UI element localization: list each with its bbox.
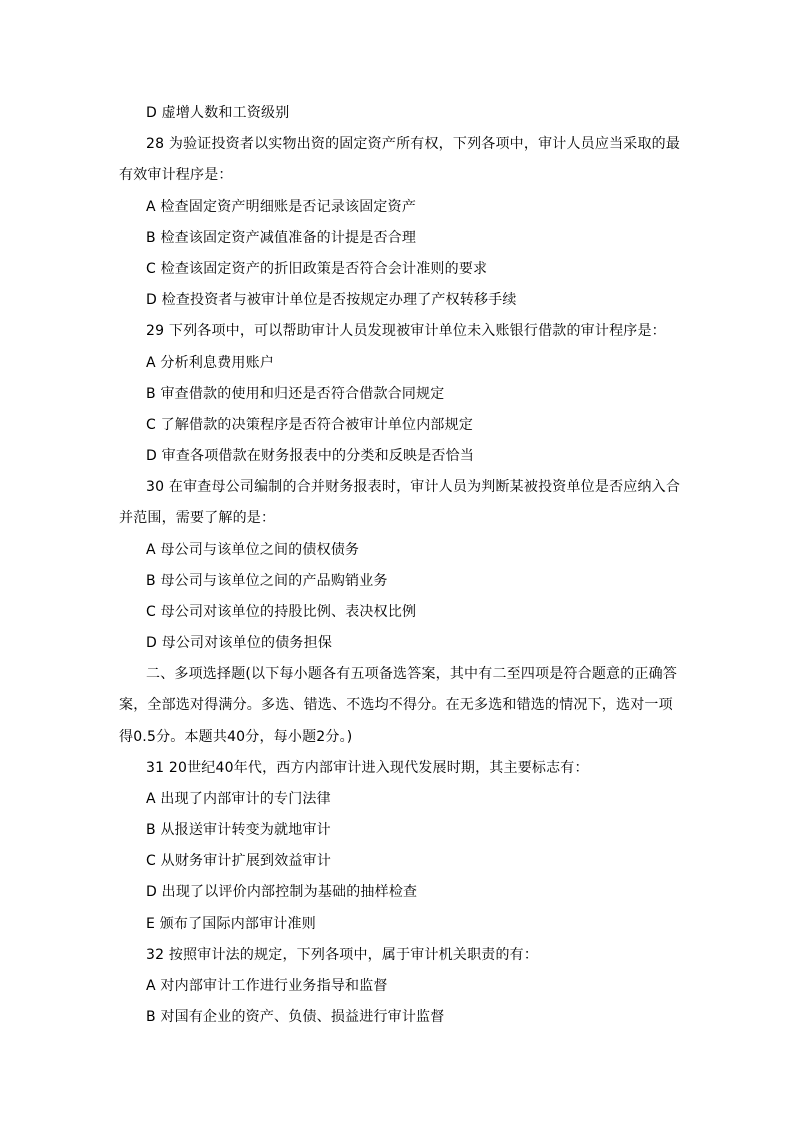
- section-2-instructions: 案，全部选对得满分。多选、错选、不选均不得分。在无多选和错选的情况下，选对一项: [119, 697, 673, 713]
- option-b-q31: B 从报送审计转变为就地审计: [146, 822, 331, 838]
- question-28-continued: 有效审计程序是：: [119, 167, 233, 183]
- option-d-q28: D 检查投资者与被审计单位是否按规定办理了产权转移手续: [146, 292, 517, 308]
- option-c-q31: C 从财务审计扩展到效益审计: [146, 853, 332, 869]
- option-b-q32: B 对国有企业的资产、负债、损益进行审计监督: [146, 1009, 445, 1025]
- option-d-q29: D 审查各项借款在财务报表中的分类和反映是否恰当: [146, 448, 475, 464]
- option-d-q27: D 虚增人数和工资级别: [146, 105, 290, 121]
- question-32: 32 按照审计法的规定，下列各项中，属于审计机关职责的有：: [146, 947, 539, 963]
- option-b-q30: B 母公司与该单位之间的产品购销业务: [146, 573, 388, 589]
- option-b-q28: B 检查该固定资产减值准备的计提是否合理: [146, 230, 417, 246]
- option-a-q28: A 检查固定资产明细账是否记录该固定资产: [146, 199, 417, 215]
- option-a-q30: A 母公司与该单位之间的债权债务: [146, 542, 360, 558]
- question-30: 30 在审查母公司编制的合并财务报表时，审计人员为判断某被投资单位是否应纳入合: [146, 479, 681, 495]
- section-2-heading: 二、多项选择题(以下每小题各有五项备选答案，其中有二至四项是符合题意的正确答: [146, 666, 678, 682]
- option-d-q31: D 出现了以评价内部控制为基础的抽样检查: [146, 884, 418, 900]
- option-d-q30: D 母公司对该单位的债务担保: [146, 635, 333, 651]
- option-c-q28: C 检查该固定资产的折旧政策是否符合会计准则的要求: [146, 261, 488, 277]
- question-30-continued: 并范围，需要了解的是：: [119, 510, 276, 526]
- option-c-q30: C 母公司对该单位的持股比例、表决权比例: [146, 604, 417, 620]
- option-a-q32: A 对内部审计工作进行业务指导和监督: [146, 978, 388, 994]
- section-2-scoring: 得0.5分。本题共40分，每小题2分。): [119, 729, 353, 745]
- option-a-q31: A 出现了内部审计的专门法律: [146, 791, 331, 807]
- option-c-q29: C 了解借款的决策程序是否符合被审计单位内部规定: [146, 417, 474, 433]
- option-b-q29: B 审查借款的使用和归还是否符合借款合同规定: [146, 386, 445, 402]
- question-31: 31 20世纪40年代，西方内部审计进入现代发展时期，其主要标志有：: [146, 760, 589, 776]
- option-e-q31: E 颁布了国际内部审计准则: [146, 916, 316, 932]
- question-28: 28 为验证投资者以实物出资的固定资产所有权，下列各项中，审计人员应当采取的最: [146, 136, 681, 152]
- question-29: 29 下列各项中，可以帮助审计人员发现被审计单位未入账银行借款的审计程序是：: [146, 323, 666, 339]
- option-a-q29: A 分析利息费用账户: [146, 355, 275, 371]
